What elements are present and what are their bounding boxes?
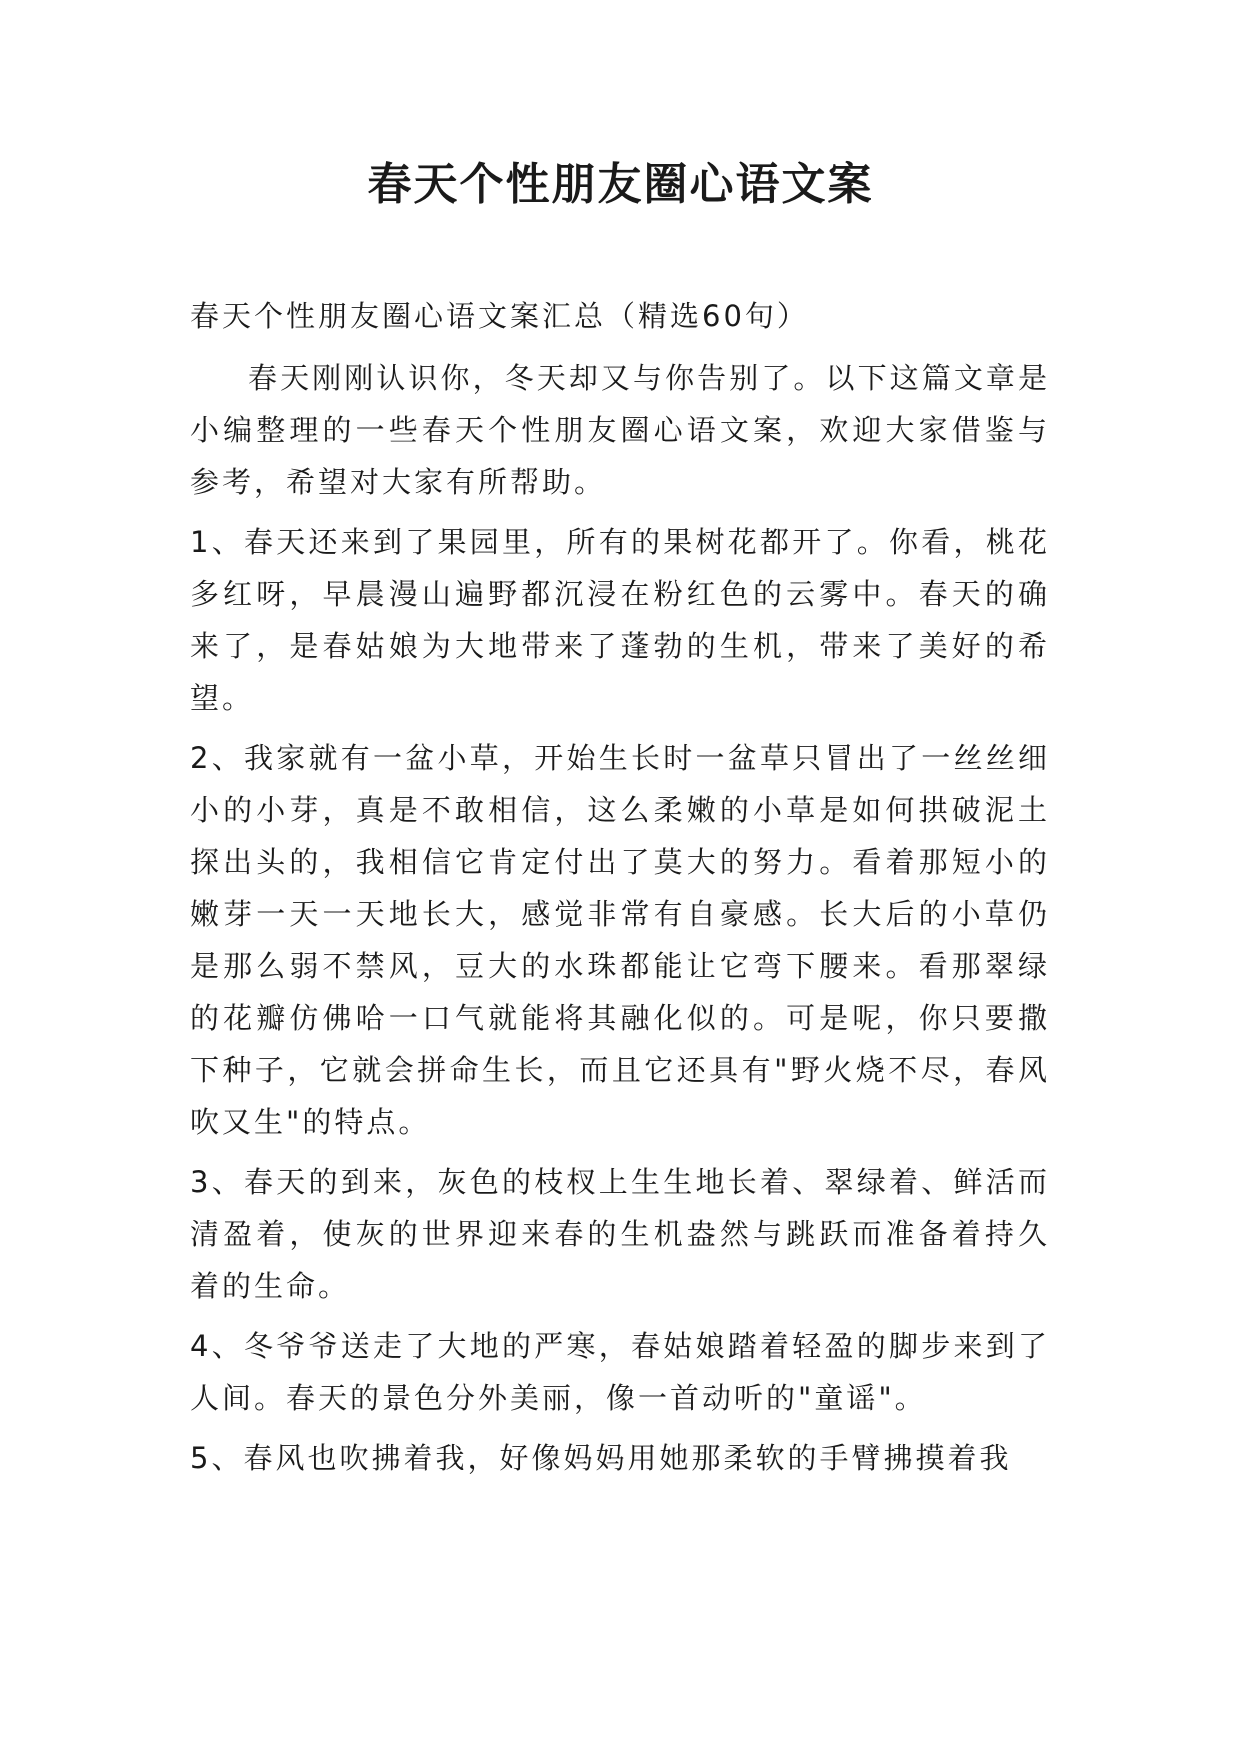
list-item: 3、春天的到来，灰色的枝杈上生生地长着、翠绿着、鲜活而清盈着，使灰的世界迎来春的生机盎然与跳跃而准备着持久着的生命。 (190, 1165, 1050, 1303)
document-subtitle: 春天个性朋友圈心语文案汇总（精选60句） (190, 299, 809, 333)
list-item: 1、春天还来到了果园里，所有的果树花都开了。你看，桃花多红呀，早晨漫山遍野都沉浸在粉红色的云雾中。春天的确来了，是春姑娘为大地带来了蓬勃的生机，带来了美好的希望。 (190, 525, 1050, 715)
document-body (190, 290, 1050, 1492)
list-item: 5、春风也吹拂着我，好像妈妈用她那柔软的手臂拂摸着我 (190, 1441, 1012, 1475)
list-item: 4、冬爷爷送走了大地的严寒，春姑娘踏着轻盈的脚步来到了人间。春天的景色分外美丽，像一首动听的"童谣"。 (190, 1329, 1050, 1415)
document-title: 春天个性朋友圈心语文案 (367, 159, 874, 210)
list-item: 2、我家就有一盆小草，开始生长时一盆草只冒出了一丝丝细小的小芽，真是不敢相信，这么柔嫩的小草是如何拱破泥土探出头的，我相信它肯定付出了莫大的努力。看着那短小的嫩芽一天一天地长大，感觉非常有自豪感。长大后的小草仍是那么弱不禁风，豆大的水珠都能让它弯下腰来。看那翠绿的花瓣仿佛哈一口气就能将其融化似的。可是呢，你只要撒下种子，它就会拼命生长，而且它还具有"野火烧不尽，春风吹又生"的特点。 (190, 741, 1050, 1139)
intro-paragraph: 春天刚刚认识你，冬天却又与你告别了。以下这篇文章是小编整理的一些春天个性朋友圈心语文案，欢迎大家借鉴与参考，希望对大家有所帮助。 (190, 361, 1050, 499)
